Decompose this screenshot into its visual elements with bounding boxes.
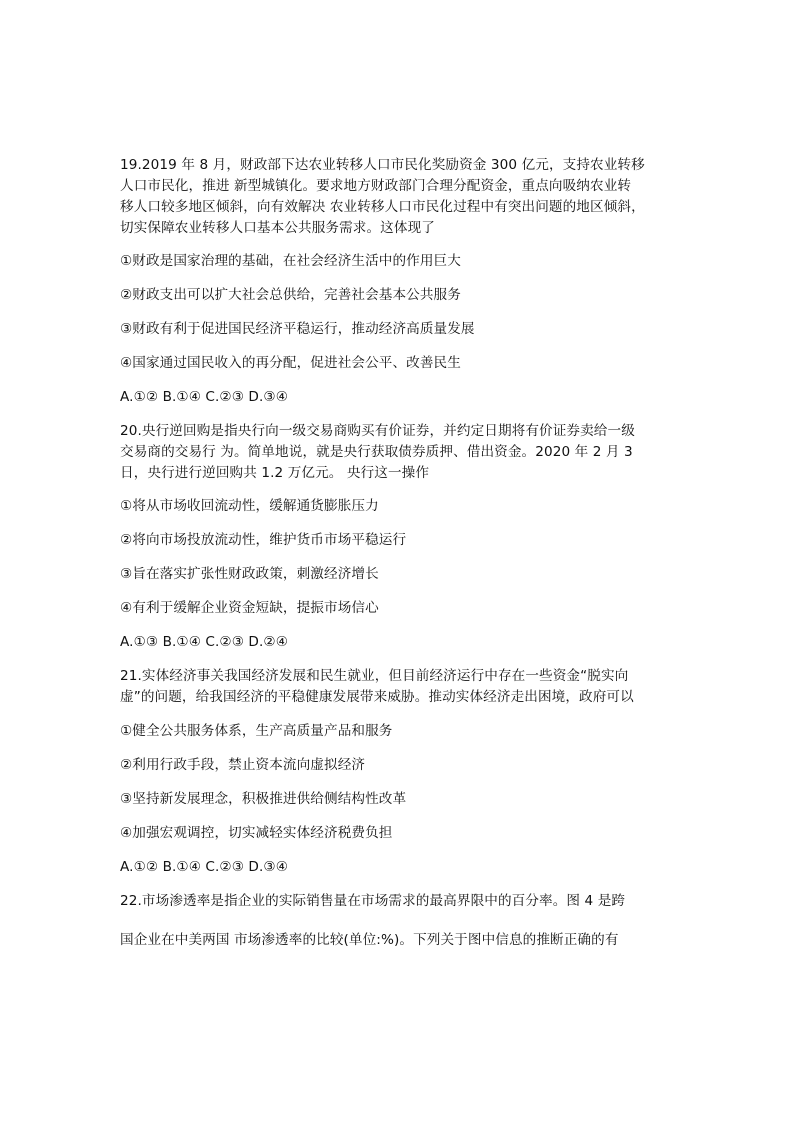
question-21-option-2: ②利用行政手段，禁止资本流向虚拟经济 bbox=[120, 757, 366, 773]
question-22-stem-line-2: 国企业在中美两国 市场渗透率的比较(单位:%)。下列关于图中信息的推断正确的有 bbox=[120, 932, 619, 948]
question-20-option-3: ③旨在落实扩张性财政政策，刺激经济增长 bbox=[120, 566, 379, 582]
question-19-option-1: ①财政是国家治理的基础，在社会经济生活中的作用巨大 bbox=[120, 253, 461, 269]
question-21-answer-choices: A.①② B.①④ C.②③ D.③④ bbox=[120, 859, 288, 875]
question-22-stem-line-1: 22.市场渗透率是指企业的实际销售量在市场需求的最高界限中的百分率。图 4 是跨 bbox=[120, 893, 626, 909]
question-19-option-4: ④国家通过国民收入的再分配，促进社会公平、改善民生 bbox=[120, 355, 461, 371]
question-19-stem-line-3: 移人口较多地区倾斜，向有效解决 农业转移人口市民化过程中有突出问题的地区倾斜， bbox=[120, 199, 645, 215]
question-19-stem-line-4: 切实保障农业转移人口基本公共服务需求。这体现了 bbox=[120, 220, 435, 236]
question-20-option-1: ①将从市场收回流动性，缓解通货膨胀压力 bbox=[120, 498, 379, 514]
question-20-stem-line-2: 交易商的交易行 为。简单地说，就是央行获取债券质押、借出资金。2020 年 2 月 3 bbox=[120, 444, 633, 460]
question-21-stem-line-2: 虚”的问题，给我国经济的平稳健康发展带来威胁。推动实体经济走出困境，政府可以 bbox=[120, 689, 634, 705]
question-20-stem-line-3: 日，央行进行逆回购共 1.2 万亿元。 央行这一操作 bbox=[120, 465, 430, 481]
question-21-option-1: ①健全公共服务体系，生产高质量产品和服务 bbox=[120, 723, 393, 739]
question-21-option-3: ③坚持新发展理念，积极推进供给侧结构性改革 bbox=[120, 791, 407, 807]
question-19-option-2: ②财政支出可以扩大社会总供给，完善社会基本公共服务 bbox=[120, 287, 461, 303]
question-19-stem-line-1: 19.2019 年 8 月，财政部下达农业转移人口市民化奖励资金 300 亿元，支持农业转移 bbox=[120, 157, 645, 173]
question-20-option-2: ②将向市场投放流动性，维护货币市场平稳运行 bbox=[120, 532, 407, 548]
question-21-stem-line-1: 21.实体经济事关我国经济发展和民生就业，但目前经济运行中存在一些资金“脱实向 bbox=[120, 668, 629, 684]
question-20-stem-line-1: 20.央行逆回购是指央行向一级交易商购买有价证券，并约定日期将有价证券卖给一级 bbox=[120, 423, 635, 439]
question-21-option-4: ④加强宏观调控，切实减轻实体经济税费负担 bbox=[120, 825, 393, 841]
question-19-stem-line-2: 人口市民化，推进 新型城镇化。要求地方财政部门合理分配资金，重点向吸纳农业转 bbox=[120, 178, 632, 194]
question-20-option-4: ④有利于缓解企业资金短缺，提振市场信心 bbox=[120, 600, 379, 616]
question-19-option-3: ③财政有利于促进国民经济平稳运行，推动经济高质量发展 bbox=[120, 321, 475, 337]
question-20-answer-choices: A.①③ B.①④ C.②③ D.②④ bbox=[120, 634, 288, 650]
question-19-answer-choices: A.①② B.①④ C.②③ D.③④ bbox=[120, 389, 288, 405]
